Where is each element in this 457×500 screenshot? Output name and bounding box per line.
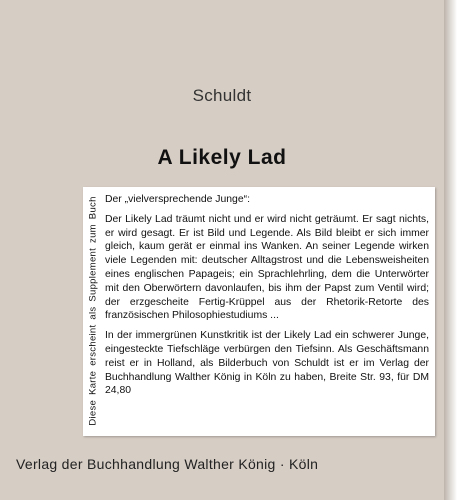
publisher-line: Verlag der Buchhandlung Walther König · Köln xyxy=(16,456,319,472)
card-text xyxy=(105,193,429,404)
book-title: A Likely Lad xyxy=(157,146,287,169)
page-edge xyxy=(444,0,457,500)
supplement-card xyxy=(83,187,435,436)
author-name: Schuldt xyxy=(192,86,252,105)
side-note-text: Diese Karte erscheint als Supplement zum Buch xyxy=(87,196,99,426)
card-heading: Der „vielversprechende Junge“: xyxy=(105,194,250,205)
card-paragraph-2: In der immergrünen Kunstkritik ist der Likely Lad ein schwerer Junge, eingesteckte Tiefschläge verbürgen den Tiefsinn. Als Geschäftsmann reist er in Holland, als Bilderbuch von Schuldt ist er im Verlag der Buchhandlung Walther König in Köln zu haben, Breite Str. 93, für DM 24,80 xyxy=(105,330,429,397)
card-paragraph-1: Der Likely Lad träumt nicht und er wird nicht geträumt. Er sagt nichts, er wird gesagt. Er ist Bild und Legende. Als Bild bleibt er sich immer gleich, kaum gerät er einmal ins Wanken. An seiner Legende wirken viele Legenden mit: deutscher Alltagstrost und die Lebensweisheiten eines englischen Papageis; ein Sprachlehrling, dem die Unterwörter mit den Oberwörtern davonlaufen, bis ihm der Papst zum Ventil wird; der erzgescheite Fertig-Krüppel aus der Rhetorik-Retorte des französischen Philosophiestudiums ... xyxy=(105,213,429,322)
card-side-note xyxy=(83,187,103,436)
